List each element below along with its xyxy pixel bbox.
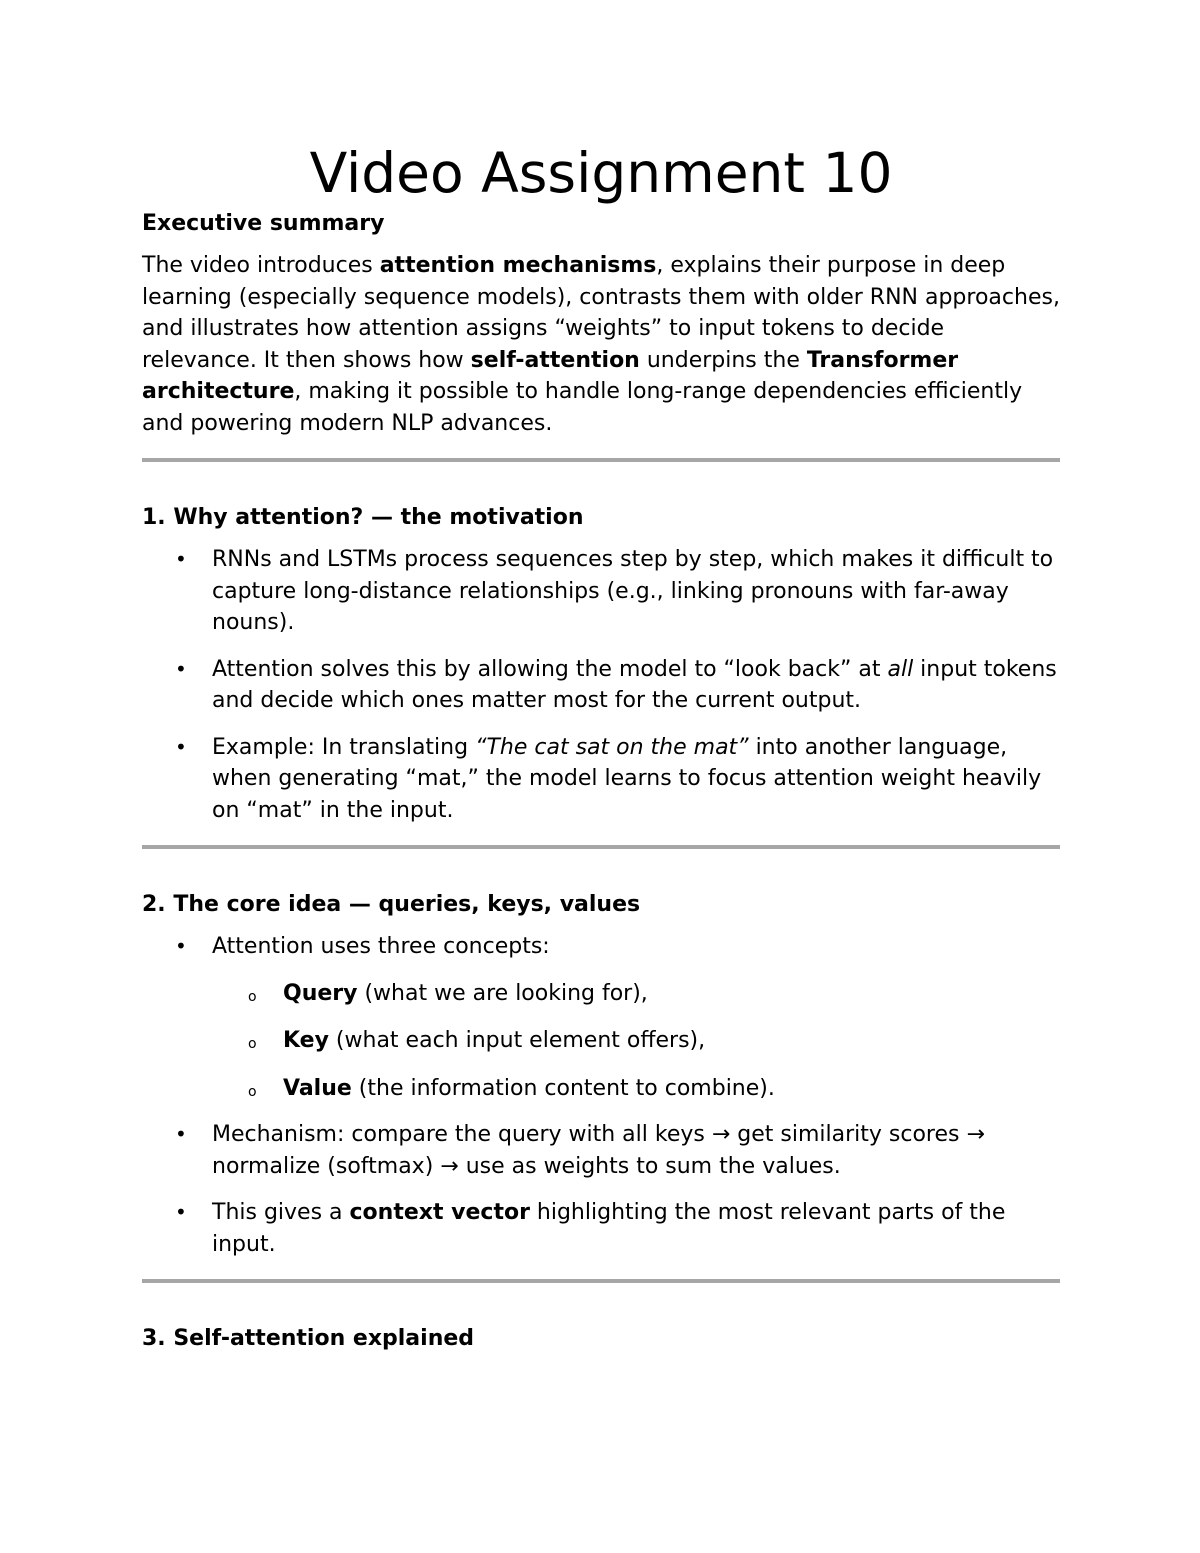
- list-item-text: highlighting the most relevant parts of the input.: [212, 1200, 1006, 1257]
- summary-text: , making it possible to handle long-range dependencies efficiently and powering modern NLP advances.: [142, 379, 1023, 436]
- section-3: [142, 1325, 1060, 1353]
- list-item-text: Mechanism: compare the query with all keys → get similarity scores → normalize (softmax) → use as weights to sum the values.: [212, 1122, 985, 1179]
- section-1-heading: 1. Why attention? — the motivation: [142, 505, 584, 530]
- sub-list-item: [212, 978, 1060, 1010]
- bullet-icon: •: [175, 656, 187, 681]
- bullet-icon: •: [175, 734, 187, 759]
- sub-list-item-bold-text: Value: [283, 1075, 352, 1101]
- summary-text: The video introduces: [142, 253, 380, 278]
- section-2-heading: 2. The core idea — queries, keys, values: [142, 892, 641, 917]
- horizontal-rule: [142, 1279, 1060, 1283]
- executive-summary-section: [142, 210, 1060, 439]
- sub-bullet-icon: o: [248, 1036, 257, 1052]
- list-item-italic-text: “The cat sat on the mat”: [475, 734, 749, 760]
- sub-bullet-icon: o: [248, 1083, 257, 1100]
- list-item-text: Attention solves this by allowing the model to “look back” at: [212, 656, 888, 682]
- summary-bold-text: attention mechanisms: [379, 253, 657, 278]
- section-3-heading: 3. Self-attention explained: [142, 1326, 475, 1351]
- summary-text: underpins the: [639, 347, 807, 373]
- summary-bold-text: self-attention: [470, 347, 640, 373]
- sub-list-item-bold-text: Key: [283, 1028, 329, 1053]
- list-item-italic-text: all: [887, 656, 914, 682]
- bullet-icon: •: [175, 934, 187, 958]
- executive-summary-paragraph: [142, 250, 1060, 439]
- list-item: [142, 732, 1060, 827]
- sub-list-item: [212, 1073, 1060, 1105]
- section-2-bullet-list: [142, 931, 1060, 1260]
- list-item: [142, 654, 1060, 717]
- bullet-icon: •: [175, 1200, 187, 1224]
- document-title: Video Assignment 10: [309, 141, 893, 205]
- list-item: [142, 544, 1060, 639]
- list-item-text: RNNs and LSTMs process sequences step by step, which makes it difficult to capture long-distance relationships (e.g., linking pronouns with far-away nouns).: [212, 547, 1054, 635]
- list-item-text: input tokens and decide which ones matter most for the current output.: [212, 656, 1057, 713]
- bullet-icon: •: [175, 547, 187, 571]
- list-item-bold-text: context vector: [349, 1200, 530, 1225]
- section-1-bullet-list: [142, 544, 1060, 826]
- list-item: [142, 931, 1060, 1104]
- sub-list-item-text: (the information content to combine).: [351, 1075, 775, 1101]
- sub-list-item-text: (what each input element offers),: [328, 1028, 706, 1053]
- sub-bullet-list: [212, 978, 1060, 1105]
- document-page: [142, 140, 1060, 1365]
- section-1: [142, 504, 1060, 826]
- horizontal-rule: [142, 458, 1060, 462]
- list-item-text: Attention uses three concepts:: [212, 934, 550, 959]
- list-item: [142, 1197, 1060, 1260]
- sub-list-item-text: (what we are looking for),: [357, 980, 648, 1006]
- list-item-text: This gives a: [212, 1200, 350, 1225]
- list-item-text: Example: In translating: [212, 734, 476, 760]
- section-2: [142, 891, 1060, 1260]
- summary-bold-text: Transformer architecture: [142, 347, 959, 404]
- list-item: [142, 1119, 1060, 1182]
- executive-summary-heading: Executive summary: [142, 211, 385, 236]
- list-item-text: into another language, when generating “mat,” the model learns to focus attention weight heavily on “mat” in the input.: [212, 734, 1042, 823]
- sub-list-item-bold-text: Query: [283, 980, 358, 1006]
- sub-bullet-icon: o: [248, 988, 257, 1005]
- horizontal-rule: [142, 845, 1060, 849]
- bullet-icon: •: [175, 1122, 187, 1146]
- sub-list-item: [212, 1025, 1060, 1057]
- summary-text: , explains their purpose in deep learning (especially sequence models), contrasts them with older RNN approaches, and illustrates how attention assigns “weights” to input tokens to decide relevance. It then shows how: [142, 253, 1060, 373]
